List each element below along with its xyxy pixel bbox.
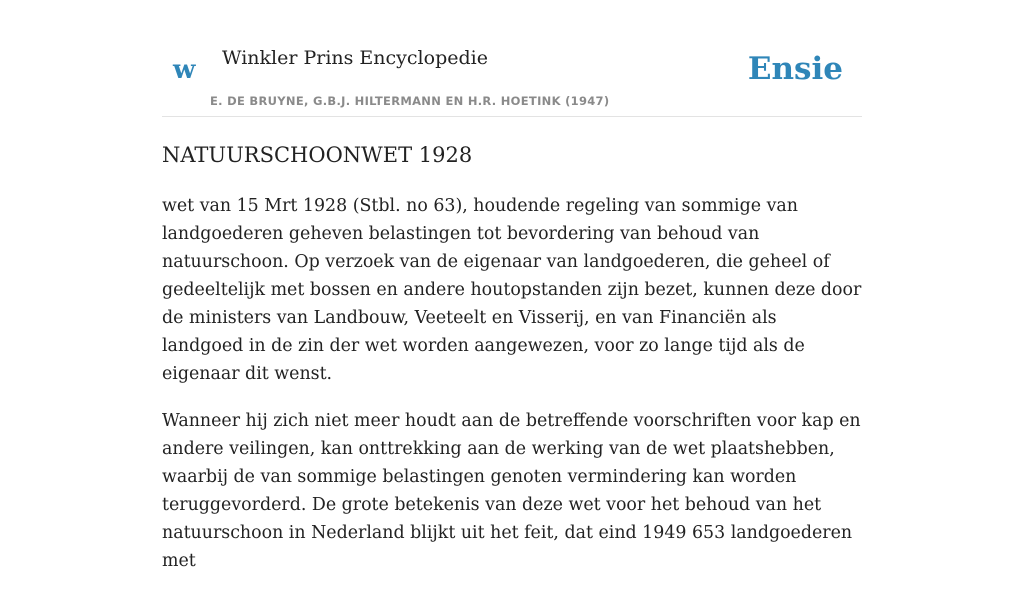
page (162, 0, 862, 571)
authors-line: E. DE BRUYNE, G.B.J. HILTERMANN EN H.R. HOETINK (1947) (210, 94, 610, 108)
ensie-logo[interactable]: Ensie (747, 51, 843, 87)
article-paragraph: wet van 15 Mrt 1928 (Stbl. no 63), houdende regeling van sommige van landgoederen geheven belastingen tot bevordering van behoud van natuurschoon. Op verzoek van de eigenaar van landgoederen, die geheel of gedeeltelijk met bossen en andere houtopstanden zijn bezet, kunnen deze door de ministers van Landbouw, Veeteelt en Visserij, en van Financiën als landgoed in de zin der wet worden aangewezen, voor zo lange tijd als de eigenaar dit wenst. (162, 196, 862, 384)
site-header (162, 0, 862, 117)
article-title: NATUURSCHOONWET 1928 (162, 143, 473, 167)
article-paragraph: Wanneer hij zich niet meer houdt aan de betreffende voorschriften voor kap en andere veilingen, kan onttrekking aan de werking van de wet plaatshebben, waarbij de van sommige belastingen genoten vermindering kan worden teruggevorderd. De grote betekenis van deze wet voor het behoud van het natuurschoon in Nederland blijkt uit het feit, dat eind 1949 653 landgoederen met (162, 411, 861, 571)
site-title[interactable]: Winkler Prins Encyclopedie (222, 47, 488, 69)
winkler-prins-logo-icon[interactable]: w (173, 55, 196, 85)
article-body (162, 192, 862, 594)
